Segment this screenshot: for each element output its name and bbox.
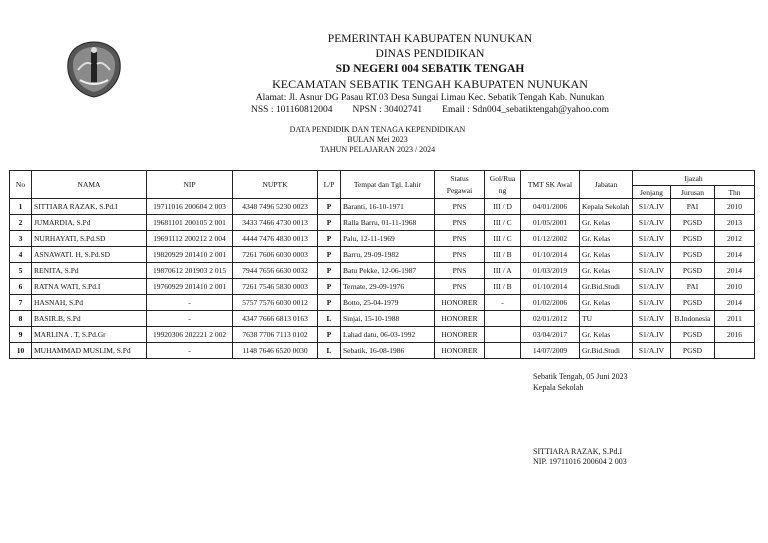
header-jurusan: Jurusan — [671, 186, 715, 199]
row-lp: P — [318, 327, 341, 343]
subtitle-line-3: TAHUN PELAJARAN 2023 / 2024 — [319, 145, 436, 154]
row-tmt: 14/07/2009 — [521, 343, 580, 359]
row-nip: 19920306 202221 2 002 — [147, 327, 233, 343]
row-status: PNS — [435, 279, 485, 295]
row-ttl: Batu Pekke, 12-06-1987 — [341, 263, 435, 279]
row-tmt: 04/01/2006 — [521, 199, 580, 215]
table-row — [10, 279, 755, 295]
row-ttl: Sebatik, 16-08-1986 — [341, 343, 435, 359]
row-nip: 19691112 200212 2 004 — [147, 231, 233, 247]
row-nip: 19760929 201410 2 001 — [147, 279, 233, 295]
row-no: 6 — [10, 279, 32, 295]
row-jabatan: Gr.Bid.Studi — [580, 343, 633, 359]
row-status: HONORER — [435, 295, 485, 311]
row-gol: III / B — [485, 247, 521, 263]
row-thn: 2014 — [715, 295, 755, 311]
header-jabatan: Jabatan — [580, 171, 633, 199]
row-gol: III / B — [485, 279, 521, 295]
row-lp: P — [318, 295, 341, 311]
header-status — [435, 171, 485, 199]
npsn-text: NPSN : 30402741 — [352, 105, 423, 115]
row-thn: 2010 — [715, 199, 755, 215]
row-status: PNS — [435, 247, 485, 263]
row-jenjang: S1/A.IV — [633, 263, 671, 279]
row-gol — [485, 343, 521, 359]
table-row — [10, 215, 755, 231]
row-jurusan: PAI — [671, 199, 715, 215]
row-tmt: 01/05/2001 — [521, 215, 580, 231]
row-nama: BASIR.B, S.Pd — [32, 311, 147, 327]
row-nama: MARLINA . T, S.Pd.Gr — [32, 327, 147, 343]
row-nip: 19820929 201410 2 001 — [147, 247, 233, 263]
row-jabatan: Gr. Kelas — [580, 231, 633, 247]
header-gol-line2: ng — [498, 185, 507, 195]
row-lp: P — [318, 279, 341, 295]
header-status-line1: Status — [450, 173, 469, 183]
row-no: 10 — [10, 343, 32, 359]
header-gol — [485, 171, 521, 199]
row-nuptk: 4348 7496 5230 0023 — [233, 199, 318, 215]
staff-table-body — [10, 199, 755, 359]
row-gol: III / A — [485, 263, 521, 279]
row-jabatan: TU — [580, 311, 633, 327]
row-ttl: Ralla Barru, 01-11-1968 — [341, 215, 435, 231]
row-no: 9 — [10, 327, 32, 343]
row-jenjang: S1/A.IV — [633, 327, 671, 343]
row-no: 2 — [10, 215, 32, 231]
row-ttl: Barru, 29-09-1982 — [341, 247, 435, 263]
nss-text: NSS : 101160812004 — [251, 105, 333, 115]
row-thn: 2014 — [715, 247, 755, 263]
email-text: Email : Sdn004_sebatiktengah@yahoo.com — [442, 105, 609, 115]
row-lp: P — [318, 231, 341, 247]
row-jabatan: Kepala Sekolah — [580, 199, 633, 215]
row-thn: 2014 — [715, 263, 755, 279]
row-status: HONORER — [435, 343, 485, 359]
header-gol-line1: Gol/Rua — [489, 173, 516, 183]
header-nuptk: NUPTK — [233, 171, 318, 199]
row-nama: RATNA WATI, S.Pd.I — [32, 279, 147, 295]
row-nip: - — [147, 343, 233, 359]
signature-name: SITTIARA RAZAK, S.Pd.I — [533, 447, 623, 456]
row-no: 7 — [10, 295, 32, 311]
header-tmt: TMT SK Awal — [521, 171, 580, 199]
row-gol: III / C — [485, 231, 521, 247]
subtitle-line-1: DATA PENDIDIK DAN TENAGA KEPENDIDIKAN — [289, 125, 466, 134]
row-jenjang: S1/A.IV — [633, 311, 671, 327]
row-nuptk: 7261 7606 6030 0003 — [233, 247, 318, 263]
row-lp: P — [318, 199, 341, 215]
row-jenjang: S1/A.IV — [633, 215, 671, 231]
government-title: PEMERINTAH KABUPATEN NUNUKAN — [327, 33, 533, 45]
row-nama: MUHAMMAD MUSLIM, S.Pd — [32, 343, 147, 359]
row-lp: P — [318, 263, 341, 279]
table-row — [10, 247, 755, 263]
row-jenjang: S1/A.IV — [633, 247, 671, 263]
row-nip: 19711016 200604 2 003 — [147, 199, 233, 215]
regency-emblem-logo — [66, 40, 122, 98]
row-jabatan: Gr. Kelas — [580, 215, 633, 231]
row-gol — [485, 311, 521, 327]
table-row — [10, 327, 755, 343]
row-jurusan: PGSD — [671, 215, 715, 231]
header-ttl: Tempat dan Tgl. Lahir — [341, 171, 435, 199]
header-ijazah: Ijazah — [633, 171, 755, 186]
subtitle-line-2: BULAN Mei 2023 — [347, 135, 408, 144]
row-tmt: 02/01/2012 — [521, 311, 580, 327]
row-ttl: Sinjai, 15-10-1988 — [341, 311, 435, 327]
row-tmt: 01/12/2002 — [521, 231, 580, 247]
signature-place-date: Sebatik Tengah, 05 Juni 2023 — [533, 372, 628, 381]
row-jurusan: B.Indonesia — [671, 311, 715, 327]
row-nuptk: 3433 7466 4730 0013 — [233, 215, 318, 231]
row-no: 5 — [10, 263, 32, 279]
row-nuptk: 4444 7476 4830 0013 — [233, 231, 318, 247]
row-jurusan: PGSD — [671, 295, 715, 311]
row-jurusan: PGSD — [671, 343, 715, 359]
table-row — [10, 311, 755, 327]
signature-nip: NIP. 19711016 200604 2 003 — [533, 457, 627, 466]
row-status: PNS — [435, 263, 485, 279]
row-nama: RENITA, S.Pd — [32, 263, 147, 279]
row-ttl: Baranti, 16-10-1971 — [341, 199, 435, 215]
row-no: 8 — [10, 311, 32, 327]
row-nama: SITTIARA RAZAK, S.Pd.I — [32, 199, 147, 215]
row-status: HONORER — [435, 327, 485, 343]
row-lp: P — [318, 215, 341, 231]
row-jenjang: S1/A.IV — [633, 295, 671, 311]
row-nip: 19681101 200105 2 001 — [147, 215, 233, 231]
table-row — [10, 231, 755, 247]
row-jenjang: S1/A.IV — [633, 279, 671, 295]
row-lp: P — [318, 247, 341, 263]
row-status: PNS — [435, 199, 485, 215]
row-nama: HASNAH, S.Pd — [32, 295, 147, 311]
row-jabatan: Gr.Bid.Studi — [580, 279, 633, 295]
signature-role: Kepala Sekolah — [533, 383, 584, 392]
table-row — [10, 263, 755, 279]
row-jenjang: S1/A.IV — [633, 343, 671, 359]
row-thn — [715, 343, 755, 359]
header-nip: NIP — [147, 171, 233, 199]
row-nama: ASNAWATI. H, S.Pd.SD — [32, 247, 147, 263]
row-jurusan: PGSD — [671, 231, 715, 247]
row-ttl: Lahad datu, 06-03-1992 — [341, 327, 435, 343]
table-row — [10, 295, 755, 311]
staff-table — [9, 170, 755, 359]
row-nip: 19870612 201903 2 015 — [147, 263, 233, 279]
row-jurusan: PGSD — [671, 327, 715, 343]
row-tmt: 03/04/2017 — [521, 327, 580, 343]
row-gol: - — [485, 295, 521, 311]
letterhead — [150, 32, 710, 116]
row-thn: 2012 — [715, 231, 755, 247]
row-thn: 2011 — [715, 311, 755, 327]
school-identifiers — [150, 104, 710, 116]
row-gol: III / D — [485, 199, 521, 215]
row-nuptk: 7261 7546 5830 0003 — [233, 279, 318, 295]
header-jenjang: Jenjang — [633, 186, 671, 199]
district-title: KECAMATAN SEBATIK TENGAH KABUPATEN NUNUKAN — [272, 77, 588, 91]
header-lp: L/P — [318, 171, 341, 199]
header-nama: NAMA — [32, 171, 147, 199]
row-jurusan: PGSD — [671, 247, 715, 263]
row-status: HONORER — [435, 311, 485, 327]
row-status: PNS — [435, 231, 485, 247]
row-lp: L — [318, 343, 341, 359]
row-nuptk: 4347 7666 6813 0163 — [233, 311, 318, 327]
row-nama: NURHAYATI, S.Pd.SD — [32, 231, 147, 247]
row-jabatan: Gr. Kelas — [580, 327, 633, 343]
row-jabatan: Gr. Kelas — [580, 295, 633, 311]
document-subtitle — [150, 125, 605, 155]
row-ttl: Botto, 25-04-1979 — [341, 295, 435, 311]
row-tmt: 01/03/2019 — [521, 263, 580, 279]
row-no: 4 — [10, 247, 32, 263]
row-tmt: 01/02/2006 — [521, 295, 580, 311]
school-name: SD NEGERI 004 SEBATIK TENGAH — [335, 63, 525, 75]
row-no: 3 — [10, 231, 32, 247]
row-ttl: Palu, 12-11-1969 — [341, 231, 435, 247]
header-status-line2: Pegawai — [446, 185, 473, 195]
row-tmt: 01/10/2014 — [521, 279, 580, 295]
row-jabatan: Gr. Kelas — [580, 263, 633, 279]
row-nuptk: 7638 7706 7113 0102 — [233, 327, 318, 343]
row-nuptk: 7944 7656 6630 0032 — [233, 263, 318, 279]
row-lp: L — [318, 311, 341, 327]
row-status: PNS — [435, 215, 485, 231]
row-gol — [485, 327, 521, 343]
row-thn: 2013 — [715, 215, 755, 231]
row-gol: III / C — [485, 215, 521, 231]
row-nama: JUMARDIA, S.Pd — [32, 215, 147, 231]
school-address: Alamat: Jl. Asnur DG Pasau RT.03 Desa Sungai Limau Kec. Sebatik Tengah Kab. Nunukan — [255, 93, 605, 103]
table-row — [10, 199, 755, 215]
row-jenjang: S1/A.IV — [633, 231, 671, 247]
row-nuptk: 5757 7576 6030 0012 — [233, 295, 318, 311]
header-no: No — [10, 171, 32, 199]
row-ttl: Ternate, 29-09-1976 — [341, 279, 435, 295]
row-jenjang: S1/A.IV — [633, 199, 671, 215]
row-tmt: 01/10/2014 — [521, 247, 580, 263]
row-nip: - — [147, 295, 233, 311]
row-jurusan: PAI — [671, 279, 715, 295]
header-thn: Thn — [715, 186, 755, 199]
row-thn: 2016 — [715, 327, 755, 343]
row-nuptk: 1148 7646 6520 0030 — [233, 343, 318, 359]
row-jabatan: Gr. Kelas — [580, 247, 633, 263]
row-nip: - — [147, 311, 233, 327]
row-no: 1 — [10, 199, 32, 215]
table-row — [10, 343, 755, 359]
row-jurusan: PGSD — [671, 263, 715, 279]
department-title: DINAS PENDIDIKAN — [375, 48, 485, 60]
row-thn: 2010 — [715, 279, 755, 295]
